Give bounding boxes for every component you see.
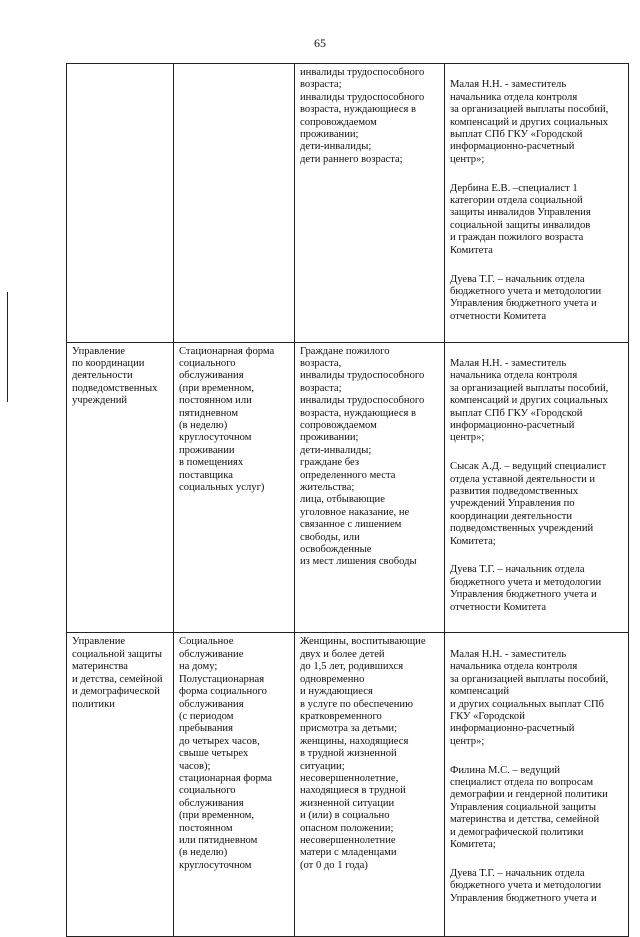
contacts-cell: [445, 342, 629, 633]
table-row: [67, 342, 629, 633]
contact-entry: Малая Н.Н. - заместитель начальника отдела контроля за организацией выплаты пособий, компенсаций и других социальных выплат СПб ГКУ «Городской информационно-расчетный центр»;: [450, 648, 609, 747]
department-cell: Управление по координации деятельности подведомственных учреждений: [67, 342, 174, 633]
recipients-cell: инвалиды трудоспособного возраста; инвалиды трудоспособного возраста, нуждающиеся в сопровождаемом проживании; дети-инвалиды; дети раннего возраста;: [295, 64, 445, 343]
contact-entry: Филина М.С. – ведущий специалист отдела по вопросам демографии и гендерной политики Управления социальной защиты материнства и детства, семейной и демографической политики Комитета;: [450, 764, 608, 850]
contact-entry: Малая Н.Н. - заместитель начальника отдела контроля за организацией выплаты пособий, компенсаций и других социальных выплат СПб ГКУ «Городской информационно-расчетный центр»;: [450, 79, 609, 165]
recipients-cell: Граждане пожилого возраста, инвалиды трудоспособного возраста; инвалиды трудоспособного возраста, нуждающиеся в сопровождаемом проживании; дети-инвалиды; граждане без определенного места жительства; лица, отбывающие уголовное наказание, не связанное с лишением свободы, или освобожденные из мест лишения свободы: [295, 342, 445, 633]
services-table: [66, 63, 629, 937]
contact-entry: Сысак А.Д. – ведущий специалист отдела уставной деятельности и развития подведомственных учреждений Управления по координации деятельности подведомственных учреждений Комитета;: [450, 461, 607, 547]
service-form-cell: [174, 64, 295, 343]
table-row: [67, 633, 629, 937]
page-number: 65: [314, 36, 326, 50]
service-form-cell: Стационарная форма социального обслуживания (при временном, постоянном или пятидневном (в неделю) круглосуточном проживании в помещениях поставщика социальных услуг): [174, 342, 295, 633]
recipients-cell: Женщины, воспитывающие двух и более детей до 1,5 лет, родившихся одновременно и нуждающиеся в услуге по обеспечению кратковременного присмотра за детьми; женщины, находящиеся в трудной жизненной ситуации; несовершеннолетние, находящиеся в трудной жизненной ситуации и (или) в социально опасном положении; несовершеннолетние матери с младенцами (от 0 до 1 года): [295, 633, 445, 937]
contact-entry: Дуева Т.Г. – начальник отдела бюджетного учета и методологии Управления бюджетного учета и: [450, 867, 602, 904]
contact-entry: Дуева Т.Г. – начальник отдела бюджетного учета и методологии Управления бюджетного учета и отчетности Комитета: [450, 564, 602, 613]
contacts-cell: [445, 64, 629, 343]
table-row: [67, 64, 629, 343]
service-form-cell: Социальное обслуживание на дому; Полустационарная форма социального обслуживания (с периодом пребывания до четырех часов, свыше четырех часов); стационарная форма социального обслуживания (при временном, постоянном или пятидневном (в неделю) круглосуточном: [174, 633, 295, 937]
contacts-cell: [445, 633, 629, 937]
department-cell: [67, 64, 174, 343]
department-cell: Управление социальной защиты материнства и детства, семейной и демографической политики: [67, 633, 174, 937]
margin-mark: [7, 292, 8, 402]
contact-entry: Дербина Е.В. –специалист 1 категории отдела социальной защиты инвалидов Управления социальной защиты инвалидов и граждан пожилого возраста Комитета: [450, 182, 591, 256]
contact-entry: Дуева Т.Г. – начальник отдела бюджетного учета и методологии Управления бюджетного учета и отчетности Комитета: [450, 273, 602, 322]
contact-entry: Малая Н.Н. - заместитель начальника отдела контроля за организацией выплаты пособий, компенсаций и других социальных выплат СПб ГКУ «Городской информационно-расчетный центр»;: [450, 357, 609, 444]
